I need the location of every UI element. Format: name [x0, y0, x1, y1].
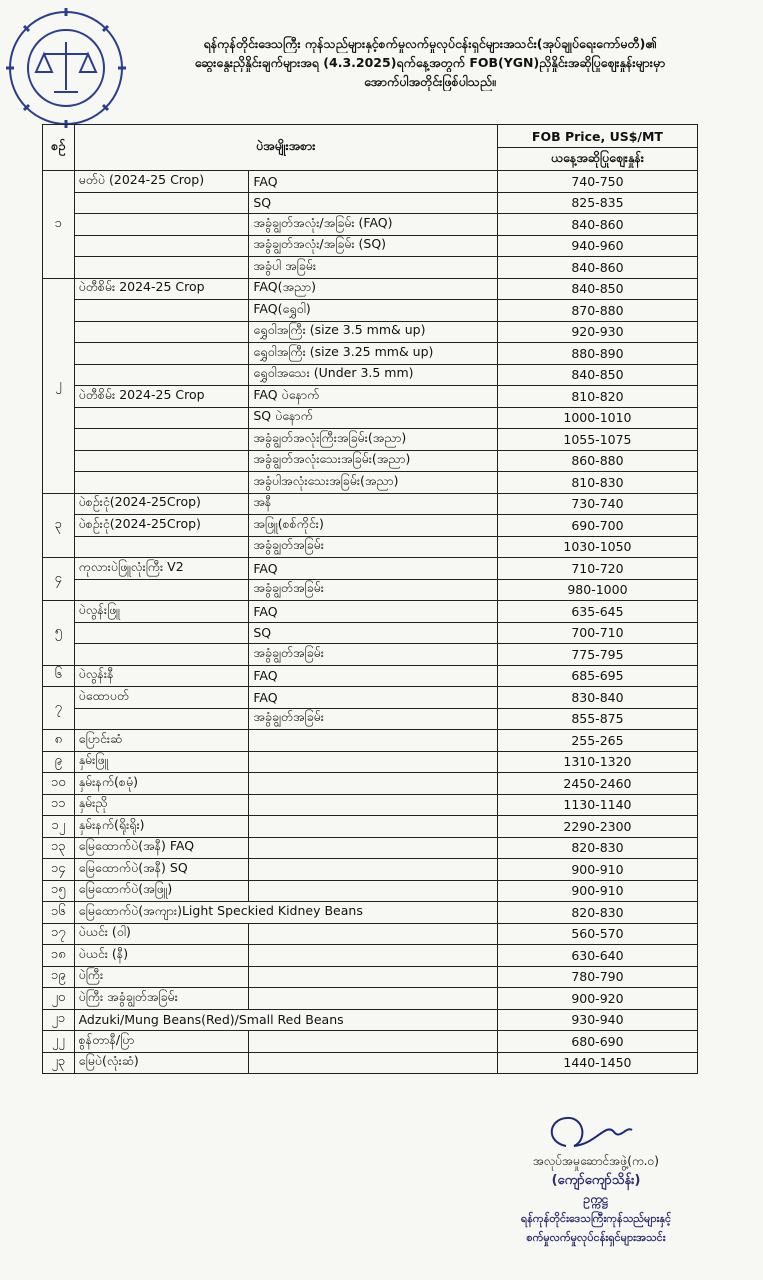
- row-number: ၁၃: [43, 837, 75, 859]
- commodity-name: [74, 450, 249, 472]
- commodity-name: မြေပဲ(လုံးဆံ): [74, 1052, 249, 1074]
- commodity-grade: [249, 730, 498, 752]
- commodity-name: [74, 622, 249, 644]
- commodity-name: [74, 321, 249, 343]
- commodity-grade: [249, 859, 498, 881]
- commodity-grade: အခွံချွတ်အလုံးသေးအခြမ်း(အညာ): [249, 450, 498, 472]
- table-row: [43, 622, 698, 644]
- commodity-grade: [249, 1052, 498, 1074]
- fob-price: 700-710: [497, 622, 697, 644]
- table-row: [43, 601, 698, 623]
- fob-price: 930-940: [497, 1009, 697, 1031]
- table-row: [43, 429, 698, 451]
- commodity-grade: ရွှေဝါအကြီး (size 3.25 mm& up): [249, 343, 498, 365]
- table-row: [43, 493, 698, 515]
- row-number: ၄: [43, 558, 75, 601]
- table-row: [43, 816, 698, 838]
- commodity-grade: SQ ပဲနောက်: [249, 407, 498, 429]
- commodity-grade: SQ: [249, 192, 498, 214]
- header-line-1: ရန်ကုန်တိုင်းဒေသကြီး ကုန်သည်များနှင့်စက်မှုလက်မှုလုပ်ငန်းရှင်များအသင်း(အုပ်ချုပ်ရေးကော်မတီ)၏: [203, 36, 657, 51]
- fob-price: 810-830: [497, 472, 697, 494]
- commodity-name: ပြောင်းဆံ: [74, 730, 249, 752]
- fob-price: 710-720: [497, 558, 697, 580]
- fob-price: 730-740: [497, 493, 697, 515]
- commodity-grade: [249, 837, 498, 859]
- fob-price: 1055-1075: [497, 429, 697, 451]
- commodity-grade: FAQ(ရွှေဝါ): [249, 300, 498, 322]
- table-row: [43, 687, 698, 709]
- fob-price: 1440-1450: [497, 1052, 697, 1074]
- commodity-grade: FAQ ပဲနောက်: [249, 386, 498, 408]
- fob-price: 740-750: [497, 171, 697, 193]
- commodity-name: [74, 235, 249, 257]
- commodity-name: ပဲထောပတ်: [74, 687, 249, 709]
- commodity-name: ပဲစဉ်းငုံ(2024-25Crop): [74, 515, 249, 537]
- fob-price: 940-960: [497, 235, 697, 257]
- table-row: [43, 1009, 698, 1031]
- commodity-name: [74, 579, 249, 601]
- fob-price: 1310-1320: [497, 751, 697, 773]
- commodity-name: [74, 644, 249, 666]
- fob-price: 900-910: [497, 880, 697, 902]
- fob-price: 1030-1050: [497, 536, 697, 558]
- row-number: ၁၀: [43, 773, 75, 795]
- header-no: စဉ်: [43, 125, 75, 171]
- row-number: ၅: [43, 601, 75, 666]
- commodity-name: Adzuki/Mung Beans(Red)/Small Red Beans: [74, 1009, 497, 1031]
- fob-price: 820-830: [497, 902, 697, 924]
- fob-price: 775-795: [497, 644, 697, 666]
- fob-price: 840-860: [497, 214, 697, 236]
- commodity-grade: ရွှေဝါအကြီး (size 3.5 mm& up): [249, 321, 498, 343]
- table-row: [43, 966, 698, 988]
- commodity-name: မြေထောက်ပဲ(အနီ) SQ: [74, 859, 249, 881]
- commodity-grade: [249, 880, 498, 902]
- header-price: FOB Price, US$/MT: [497, 125, 697, 148]
- row-number: ၃: [43, 493, 75, 558]
- signature-name: (ကျော်ကျော်သိန်း): [551, 1173, 641, 1188]
- table-row: [43, 773, 698, 795]
- commodity-grade: အခွံချွတ်အလုံးကြီးအခြမ်း(အညာ): [249, 429, 498, 451]
- commodity-name: [74, 214, 249, 236]
- commodity-name: [74, 536, 249, 558]
- table-row: [43, 880, 698, 902]
- fob-price: 780-790: [497, 966, 697, 988]
- commodity-grade: [249, 923, 498, 945]
- header-line-3: အောက်ပါအတိုင်းဖြစ်ပါသည်။: [364, 74, 496, 89]
- commodity-name: မြေထောက်ပဲ(အနီ) FAQ: [74, 837, 249, 859]
- fob-price: 855-875: [497, 708, 697, 730]
- commodity-grade: အခွံချွတ်အလုံး/အခြမ်း (FAQ): [249, 214, 498, 236]
- table-row: [43, 1052, 698, 1074]
- commodity-name: စွန်တာနီ/ပြာ: [74, 1031, 249, 1053]
- header-type: ပဲအမျိုးအစား: [74, 125, 497, 171]
- row-number: ၁၈: [43, 945, 75, 967]
- signature-block: [486, 1112, 706, 1247]
- commodity-name: [74, 192, 249, 214]
- commodity-name: [74, 343, 249, 365]
- fob-price: 685-695: [497, 665, 697, 687]
- fob-price: 560-570: [497, 923, 697, 945]
- row-number: ၇: [43, 687, 75, 730]
- row-number: ၂၀: [43, 988, 75, 1010]
- commodity-grade: SQ: [249, 622, 498, 644]
- fob-price: 870-880: [497, 300, 697, 322]
- commodity-name: ပဲကြီး: [74, 966, 249, 988]
- commodity-grade: အခွံချွတ်အလုံး/အခြမ်း (SQ): [249, 235, 498, 257]
- fob-price: 840-860: [497, 257, 697, 279]
- signature-org-line-2: စက်မှုလက်မှုလုပ်ငန်းရှင်များအသင်း: [526, 1231, 666, 1244]
- commodity-grade: အခွံချွတ်အခြမ်း: [249, 708, 498, 730]
- commodity-name: ပဲလွန်းနီ: [74, 665, 249, 687]
- table-row: [43, 171, 698, 193]
- commodity-grade: FAQ(အညာ): [249, 278, 498, 300]
- commodity-name: ပဲတီစိမ်း 2024-25 Crop: [74, 386, 249, 408]
- commodity-grade: FAQ: [249, 171, 498, 193]
- commodity-name: မတ်ပဲ (2024-25 Crop): [74, 171, 249, 193]
- commodity-name: ပဲယင်း (ဝါ): [74, 923, 249, 945]
- fob-price: 2290-2300: [497, 816, 697, 838]
- row-number: ၁: [43, 171, 75, 279]
- commodity-name: မြေထောက်ပဲ(အဖြူ): [74, 880, 249, 902]
- signature-org-line-1: ရန်ကုန်တိုင်းဒေသကြီးကုန်သည်များနှင့်: [520, 1212, 672, 1225]
- row-number: ၁၁: [43, 794, 75, 816]
- table-row: [43, 923, 698, 945]
- row-number: ၂: [43, 278, 75, 493]
- row-number: ၁၅: [43, 880, 75, 902]
- fob-price: 680-690: [497, 1031, 697, 1053]
- row-number: ၁၄: [43, 859, 75, 881]
- commodity-grade: FAQ: [249, 687, 498, 709]
- commodity-grade: [249, 988, 498, 1010]
- header-price-sub: ယနေ့အဆိုပြုဈေးနှုန်း: [497, 148, 697, 171]
- fob-price: 980-1000: [497, 579, 697, 601]
- fob-price: 255-265: [497, 730, 697, 752]
- table-row: [43, 579, 698, 601]
- row-number: ၈: [43, 730, 75, 752]
- fob-price: 825-835: [497, 192, 697, 214]
- fob-price: 900-910: [497, 859, 697, 881]
- fob-price: 1130-1140: [497, 794, 697, 816]
- fob-price: 810-820: [497, 386, 697, 408]
- table-row: [43, 859, 698, 881]
- commodity-name: [74, 407, 249, 429]
- table-row: [43, 708, 698, 730]
- commodity-grade: အခွံပါအလုံးသေးအခြမ်း(အညာ): [249, 472, 498, 494]
- table-row: [43, 278, 698, 300]
- fob-price: 840-850: [497, 364, 697, 386]
- table-row: [43, 665, 698, 687]
- commodity-name: [74, 472, 249, 494]
- row-number: ၉: [43, 751, 75, 773]
- commodity-grade: ရွှေဝါအသေး (Under 3.5 mm): [249, 364, 498, 386]
- row-number: ၂၂: [43, 1031, 75, 1053]
- commodity-grade: [249, 773, 498, 795]
- commodity-name: မြေထောက်ပဲ(အကျား)Light Speckied Kidney Beans: [74, 902, 497, 924]
- fob-price: 2450-2460: [497, 773, 697, 795]
- document-header: [130, 34, 730, 91]
- table-row: [43, 407, 698, 429]
- row-number: ၂၁: [43, 1009, 75, 1031]
- table-row: [43, 644, 698, 666]
- commodity-grade: အခွံချွတ်အခြမ်း: [249, 644, 498, 666]
- fob-price: 840-850: [497, 278, 697, 300]
- table-row: [43, 343, 698, 365]
- commodity-grade: FAQ: [249, 558, 498, 580]
- table-row: [43, 472, 698, 494]
- table-row: [43, 364, 698, 386]
- table-row: [43, 902, 698, 924]
- fob-price: 820-830: [497, 837, 697, 859]
- commodity-grade: အခွံချွတ်အခြမ်း: [249, 536, 498, 558]
- commodity-name: [74, 429, 249, 451]
- header-line-2: ဆွေးနွေးညှိနှိုင်းချက်များအရ (4.3.2025)ရက်နေ့အတွက် FOB(YGN)ညှိနှိုင်းအဆိုပြုဈေးနှုန်းများမှာ: [194, 55, 666, 70]
- table-row: [43, 1031, 698, 1053]
- commodity-grade: အဖြူ(စစ်ကိုင်း): [249, 515, 498, 537]
- row-number: ၁၂: [43, 816, 75, 838]
- table-row: [43, 794, 698, 816]
- commodity-name: နှမ်းညို: [74, 794, 249, 816]
- price-table: [42, 124, 698, 1074]
- fob-price: 690-700: [497, 515, 697, 537]
- table-row: [43, 837, 698, 859]
- commodity-name: ပဲယင်း (နီ): [74, 945, 249, 967]
- table-row: [43, 386, 698, 408]
- row-number: ၁၇: [43, 923, 75, 945]
- commodity-name: ကုလားပဲဖြူလုံးကြီး V2: [74, 558, 249, 580]
- table-row: [43, 214, 698, 236]
- fob-price: 920-930: [497, 321, 697, 343]
- signature-title: အလုပ်အမှုဆောင်အဖွဲ့(က.ဝ): [533, 1154, 659, 1168]
- table-row: [43, 450, 698, 472]
- commodity-name: နှမ်းနက်(ရိုးရိုး): [74, 816, 249, 838]
- commodity-name: ပဲလွန်းဖြူ: [74, 601, 249, 623]
- row-number: ၆: [43, 665, 75, 687]
- commodity-grade: [249, 751, 498, 773]
- fob-price: 830-840: [497, 687, 697, 709]
- commodity-name: ပဲစဉ်းငုံ(2024-25Crop): [74, 493, 249, 515]
- commodity-name: [74, 364, 249, 386]
- fob-price: 860-880: [497, 450, 697, 472]
- table-row: [43, 988, 698, 1010]
- price-table-body: [43, 171, 698, 1074]
- commodity-grade: [249, 816, 498, 838]
- fob-price: 630-640: [497, 945, 697, 967]
- commodity-name: ပဲကြီး အခွံချွတ်အခြမ်း: [74, 988, 249, 1010]
- table-row: [43, 945, 698, 967]
- fob-price: 1000-1010: [497, 407, 697, 429]
- commodity-grade: အနီ: [249, 493, 498, 515]
- association-seal-logo: [4, 6, 128, 130]
- commodity-grade: အခွံချွတ်အခြမ်း: [249, 579, 498, 601]
- commodity-name: [74, 300, 249, 322]
- row-number: ၁၆: [43, 902, 75, 924]
- fob-price: 900-920: [497, 988, 697, 1010]
- commodity-grade: အခွံပါ အခြမ်း: [249, 257, 498, 279]
- table-row: [43, 751, 698, 773]
- row-number: ၂၃: [43, 1052, 75, 1074]
- table-row: [43, 192, 698, 214]
- fob-price: 635-645: [497, 601, 697, 623]
- commodity-name: [74, 257, 249, 279]
- table-row: [43, 257, 698, 279]
- commodity-grade: FAQ: [249, 665, 498, 687]
- commodity-grade: [249, 794, 498, 816]
- commodity-grade: FAQ: [249, 601, 498, 623]
- row-number: ၁၉: [43, 966, 75, 988]
- commodity-name: နှမ်းနက်(စမုံ): [74, 773, 249, 795]
- table-row: [43, 536, 698, 558]
- table-row: [43, 300, 698, 322]
- fob-price: 880-890: [497, 343, 697, 365]
- table-row: [43, 558, 698, 580]
- table-row: [43, 730, 698, 752]
- signature-role: ဥက္ကဋ္ဌ: [583, 1192, 609, 1206]
- table-row: [43, 321, 698, 343]
- handwritten-signature: [536, 1112, 656, 1152]
- table-row: [43, 235, 698, 257]
- commodity-grade: [249, 945, 498, 967]
- table-row: [43, 515, 698, 537]
- commodity-name: [74, 708, 249, 730]
- commodity-name: ပဲတီစိမ်း 2024-25 Crop: [74, 278, 249, 300]
- commodity-grade: [249, 966, 498, 988]
- commodity-name: နှမ်းဖြူ: [74, 751, 249, 773]
- commodity-grade: [249, 1031, 498, 1053]
